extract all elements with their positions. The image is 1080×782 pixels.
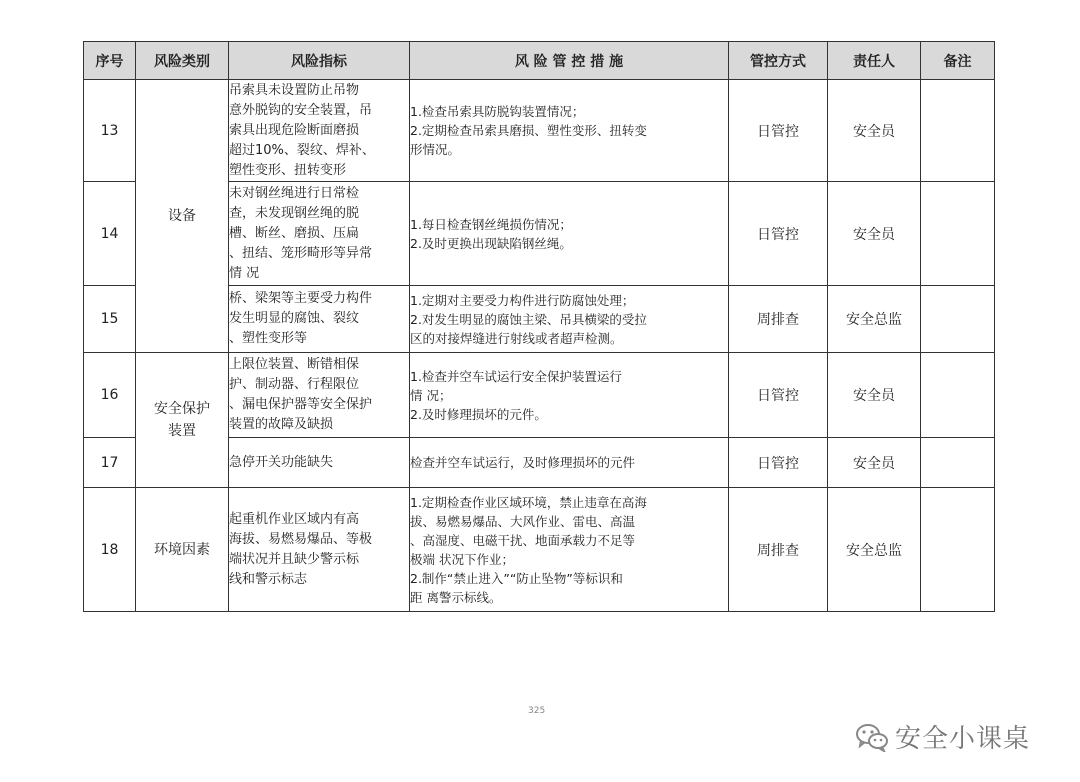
measure-line: 1.每日检查钢丝绳损伤情况；: [410, 216, 572, 232]
measure-line: 、高湿度、电磁干扰、地面承载力不足等: [410, 532, 636, 548]
measure-line: 1.检查并空车试运行安全保护装置运行: [410, 368, 622, 384]
measure-line: 距 离警示标线。: [410, 589, 502, 605]
indicator-line: 线和警示标志: [229, 571, 308, 587]
indicator-line: 吊索具未设置防止吊物: [229, 82, 360, 98]
indicator-line: 起重机作业区域内有高: [229, 511, 360, 527]
category-cell: [136, 488, 229, 612]
table-row: [84, 80, 995, 182]
person-cell: 安全总监: [828, 488, 921, 612]
header-method: 管控方式: [729, 42, 828, 80]
risk-control-table: [83, 41, 995, 612]
category-label: 设备: [168, 208, 196, 224]
measure-line: 2.对发生明显的腐蚀主梁、吊具横梁的受拉: [410, 311, 647, 327]
indicator-cell: [229, 286, 410, 353]
method-cell: 周排查: [729, 286, 828, 353]
method-cell: 周排查: [729, 488, 828, 612]
indicator-line: 装置的故障及缺损: [229, 417, 334, 432]
person-cell: 安全员: [828, 438, 921, 488]
category-cell: [136, 80, 229, 353]
measure-line: 情 况；: [410, 387, 452, 403]
measure-line: 检查并空车试运行，及时修理损坏的元件: [410, 455, 636, 470]
header-indicator: 风险指标: [229, 42, 410, 80]
measures-cell: [410, 80, 729, 182]
indicator-line: 、漏电保护器等安全保护: [229, 397, 373, 412]
header-person: 责任人: [828, 42, 921, 80]
wechat-icon: [855, 722, 889, 752]
measure-line: 2.及时更换出现缺陷钢丝绳。: [410, 235, 572, 251]
note-cell: [921, 353, 995, 438]
indicator-line: 槽、断丝、磨损、压扁: [229, 225, 360, 241]
page-number: 325: [528, 706, 546, 716]
indicator-line: 情 况: [229, 265, 260, 281]
measures-cell: [410, 286, 729, 353]
table-header-row: [84, 42, 995, 80]
measure-line: 1.定期检查作业区域环境，禁止违章在高海: [410, 494, 647, 510]
indicator-line: 、塑性变形等: [229, 331, 308, 346]
indicator-line: 海拔、易燃易爆品、等极: [229, 531, 373, 547]
category-label: 安全保护装置: [154, 401, 210, 439]
measure-line: 区的对接焊缝进行射线或者超声检测。: [410, 330, 623, 346]
header-no: 序号: [84, 42, 136, 80]
note-cell: [921, 182, 995, 286]
measures-cell: [410, 488, 729, 612]
indicator-cell: [229, 353, 410, 438]
measure-line: 极端 状况下作业；: [410, 551, 514, 567]
row-number: 17: [84, 438, 136, 488]
indicator-cell: [229, 438, 410, 488]
indicator-line: 未对钢丝绳进行日常检: [229, 185, 360, 201]
measures-cell: [410, 438, 729, 488]
category-label: 环境因素: [154, 541, 210, 558]
note-cell: [921, 438, 995, 488]
row-number: 15: [84, 286, 136, 353]
method-cell: 日管控: [729, 80, 828, 182]
measure-line: 2.定期检查吊索具磨损、塑性变形、扭转变: [410, 123, 647, 138]
indicator-line: 超过10%、裂纹、焊补、: [229, 142, 375, 158]
measure-line: 2.制作“禁止进入”“防止坠物”等标识和: [410, 570, 623, 586]
note-cell: [921, 80, 995, 182]
person-cell: 安全员: [828, 182, 921, 286]
row-number: 18: [84, 488, 136, 612]
measure-line: 拔、易燃易爆品、大风作业、雷电、高温: [410, 513, 636, 529]
indicator-line: 上限位装置、断错相保: [229, 357, 360, 372]
indicator-line: 意外脱钩的安全装置，吊: [229, 102, 373, 118]
indicator-line: 塑性变形、扭转变形: [229, 162, 347, 178]
table-row: [84, 488, 995, 612]
note-cell: [921, 286, 995, 353]
measure-line: 1.定期对主要受力构件进行防腐蚀处理；: [410, 292, 635, 308]
method-cell: 日管控: [729, 353, 828, 438]
watermark: [855, 718, 1030, 755]
watermark-text: 安全小课桌: [895, 724, 1031, 754]
category-cell: [136, 353, 229, 488]
indicator-line: 桥、梁架等主要受力构件: [229, 291, 373, 306]
person-cell: 安全员: [828, 353, 921, 438]
indicator-line: 、扭结、笼形畸形等异常: [229, 245, 373, 261]
note-cell: [921, 488, 995, 612]
header-measures: 风 险 管 控 措 施: [410, 42, 729, 80]
indicator-cell: [229, 80, 410, 182]
indicator-line: 护、制动器、行程限位: [229, 377, 360, 392]
indicator-cell: [229, 182, 410, 286]
measures-cell: [410, 353, 729, 438]
table-row: [84, 353, 995, 438]
row-number: 13: [84, 80, 136, 182]
header-note: 备注: [921, 42, 995, 80]
person-cell: 安全总监: [828, 286, 921, 353]
indicator-line: 急停开关功能缺失: [229, 454, 334, 470]
indicator-line: 索具出现危险断面磨损: [229, 122, 360, 138]
row-number: 14: [84, 182, 136, 286]
method-cell: 日管控: [729, 182, 828, 286]
measure-line: 1.检查吊索具防脱钩装置情况；: [410, 104, 585, 119]
row-number: 16: [84, 353, 136, 438]
measures-cell: [410, 182, 729, 286]
measure-line: 形情况。: [410, 142, 461, 157]
indicator-line: 端状况并且缺少警示标: [229, 551, 360, 567]
indicator-line: 发生明显的腐蚀、裂纹: [229, 311, 360, 326]
measure-line: 2.及时修理损坏的元件。: [410, 406, 547, 422]
person-cell: 安全员: [828, 80, 921, 182]
method-cell: 日管控: [729, 438, 828, 488]
indicator-cell: [229, 488, 410, 612]
indicator-line: 查，未发现钢丝绳的脱: [229, 205, 360, 221]
header-category: 风险类别: [136, 42, 229, 80]
